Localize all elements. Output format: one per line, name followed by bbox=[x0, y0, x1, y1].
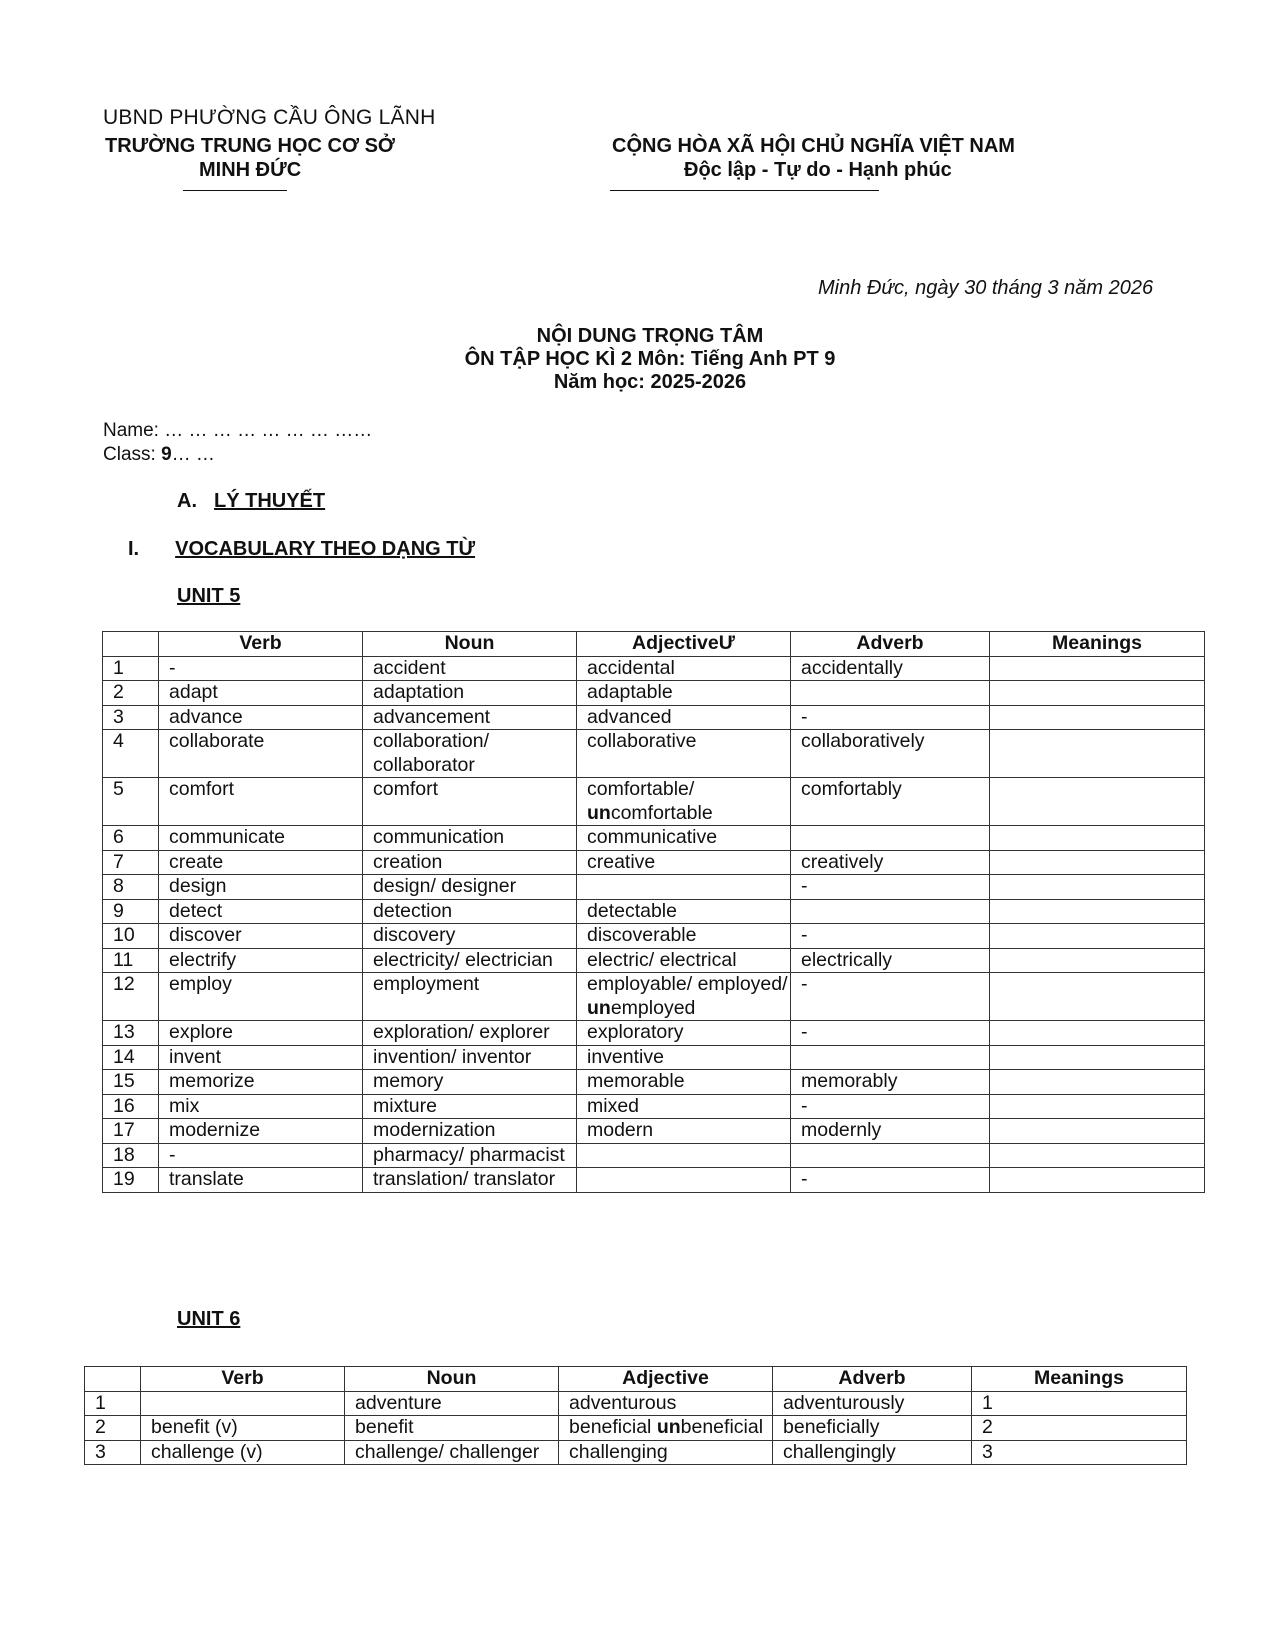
table-row bbox=[103, 730, 1205, 778]
cell-adjective: adventurous bbox=[559, 1391, 773, 1416]
table-row bbox=[103, 826, 1205, 851]
authority-name: UBND PHƯỜNG CẦU ÔNG LÃNH bbox=[103, 106, 436, 129]
doc-title-line3: Năm học: 2025-2026 bbox=[553, 371, 747, 393]
section-i-heading bbox=[128, 538, 475, 561]
doc-title-line2: ÔN TẬP HỌC KÌ 2 Môn: Tiếng Anh PT 9 bbox=[464, 348, 836, 370]
unit5-title: UNIT 5 bbox=[177, 585, 241, 607]
column-header-verb: Verb bbox=[159, 632, 363, 657]
cell-adjective: inventive bbox=[577, 1045, 791, 1070]
cell-noun: communication bbox=[363, 826, 577, 851]
cell-meaning bbox=[990, 1045, 1205, 1070]
cell-noun: creation bbox=[363, 850, 577, 875]
cell-noun: comfort bbox=[363, 778, 577, 826]
motto-underline bbox=[610, 190, 879, 191]
cell-verb: translate bbox=[159, 1168, 363, 1193]
table-row bbox=[103, 1021, 1205, 1046]
cell-adjective: discoverable bbox=[577, 924, 791, 949]
column-header-adjective: AdjectiveƯ bbox=[577, 632, 791, 657]
table-row bbox=[103, 1045, 1205, 1070]
cell-noun: detection bbox=[363, 899, 577, 924]
cell-verb: electrify bbox=[159, 948, 363, 973]
cell-adjective: electric/ electrical bbox=[577, 948, 791, 973]
cell-adverb: - bbox=[791, 1021, 990, 1046]
cell-noun: advancement bbox=[363, 705, 577, 730]
cell-verb: benefit (v) bbox=[141, 1416, 345, 1441]
column-header-adverb: Adverb bbox=[773, 1367, 972, 1392]
cell-adjective: detectable bbox=[577, 899, 791, 924]
cell-noun: challenge/ challenger bbox=[345, 1440, 559, 1465]
table-row bbox=[103, 1094, 1205, 1119]
cell-verb: advance bbox=[159, 705, 363, 730]
cell-adverb bbox=[791, 1045, 990, 1070]
column-header-noun: Noun bbox=[345, 1367, 559, 1392]
cell-adverb bbox=[791, 1143, 990, 1168]
table-row bbox=[103, 1143, 1205, 1168]
cell-meaning: 1 bbox=[972, 1391, 1187, 1416]
date-line: Minh Đức, ngày 30 tháng 3 năm 2026 bbox=[818, 277, 1154, 299]
cell-adverb bbox=[791, 681, 990, 706]
cell-verb: invent bbox=[159, 1045, 363, 1070]
cell-meaning bbox=[990, 948, 1205, 973]
unit5-table bbox=[102, 631, 1205, 1193]
column-header-meaning: Meanings bbox=[990, 632, 1205, 657]
cell-num: 4 bbox=[103, 730, 159, 778]
cell-verb: memorize bbox=[159, 1070, 363, 1095]
unit6-table bbox=[84, 1366, 1187, 1465]
cell-adjective: advanced bbox=[577, 705, 791, 730]
cell-noun: pharmacy/ pharmacist bbox=[363, 1143, 577, 1168]
cell-adverb: accidentally bbox=[791, 656, 990, 681]
cell-num: 5 bbox=[103, 778, 159, 826]
table-row bbox=[103, 1119, 1205, 1144]
cell-adjective: accidental bbox=[577, 656, 791, 681]
cell-meaning bbox=[990, 850, 1205, 875]
table-row bbox=[103, 681, 1205, 706]
column-header-meaning: Meanings bbox=[972, 1367, 1187, 1392]
column-header-adjective: Adjective bbox=[559, 1367, 773, 1392]
cell-adverb: - bbox=[791, 875, 990, 900]
cell-adjective: memorable bbox=[577, 1070, 791, 1095]
cell-num: 11 bbox=[103, 948, 159, 973]
cell-meaning bbox=[990, 1094, 1205, 1119]
cell-meaning bbox=[990, 1168, 1205, 1193]
cell-meaning bbox=[990, 681, 1205, 706]
column-header-verb: Verb bbox=[141, 1367, 345, 1392]
cell-adverb: beneficially bbox=[773, 1416, 972, 1441]
cell-verb: communicate bbox=[159, 826, 363, 851]
cell-noun: translation/ translator bbox=[363, 1168, 577, 1193]
cell-num: 3 bbox=[103, 705, 159, 730]
table-row bbox=[103, 850, 1205, 875]
table-row bbox=[85, 1391, 1187, 1416]
column-header-adverb: Adverb bbox=[791, 632, 990, 657]
cell-adjective: exploratory bbox=[577, 1021, 791, 1046]
school-name-line2: MINH ĐỨC bbox=[199, 159, 302, 181]
cell-adverb: creatively bbox=[791, 850, 990, 875]
cell-noun: benefit bbox=[345, 1416, 559, 1441]
table-row bbox=[103, 1070, 1205, 1095]
cell-verb: discover bbox=[159, 924, 363, 949]
unit6-title: UNIT 6 bbox=[177, 1308, 241, 1330]
cell-num: 1 bbox=[103, 656, 159, 681]
cell-num: 7 bbox=[103, 850, 159, 875]
cell-noun: design/ designer bbox=[363, 875, 577, 900]
cell-meaning bbox=[990, 826, 1205, 851]
cell-adverb: challengingly bbox=[773, 1440, 972, 1465]
cell-meaning bbox=[990, 924, 1205, 949]
table-row bbox=[103, 1168, 1205, 1193]
cell-meaning bbox=[990, 656, 1205, 681]
nation-motto: Độc lập - Tự do - Hạnh phúc bbox=[684, 159, 952, 181]
cell-noun: adaptation bbox=[363, 681, 577, 706]
name-label: Name: bbox=[103, 420, 165, 441]
cell-verb: collaborate bbox=[159, 730, 363, 778]
section-i-marker: I. bbox=[128, 538, 140, 560]
cell-verb: design bbox=[159, 875, 363, 900]
cell-verb: - bbox=[159, 656, 363, 681]
cell-noun: electricity/ electrician bbox=[363, 948, 577, 973]
section-a-title: LÝ THUYẾT bbox=[214, 490, 326, 512]
nation-title: CỘNG HÒA XÃ HỘI CHỦ NGHĨA VIỆT NAM bbox=[612, 135, 1015, 157]
cell-num: 9 bbox=[103, 899, 159, 924]
cell-verb: adapt bbox=[159, 681, 363, 706]
cell-meaning: 3 bbox=[972, 1440, 1187, 1465]
cell-adverb: electrically bbox=[791, 948, 990, 973]
cell-verb: challenge (v) bbox=[141, 1440, 345, 1465]
cell-adjective: challenging bbox=[559, 1440, 773, 1465]
column-header-num bbox=[85, 1367, 141, 1392]
cell-num: 12 bbox=[103, 973, 159, 1021]
table-row bbox=[103, 778, 1205, 826]
class-field bbox=[103, 444, 215, 466]
cell-adverb: collaboratively bbox=[791, 730, 990, 778]
cell-num: 19 bbox=[103, 1168, 159, 1193]
cell-adverb: modernly bbox=[791, 1119, 990, 1144]
cell-noun: adventure bbox=[345, 1391, 559, 1416]
column-header-noun: Noun bbox=[363, 632, 577, 657]
cell-adjective: communicative bbox=[577, 826, 791, 851]
cell-meaning bbox=[990, 973, 1205, 1021]
cell-noun: discovery bbox=[363, 924, 577, 949]
cell-meaning bbox=[990, 899, 1205, 924]
cell-meaning bbox=[990, 1021, 1205, 1046]
name-field bbox=[103, 420, 372, 442]
cell-adjective: mixed bbox=[577, 1094, 791, 1119]
class-dots: … … bbox=[171, 444, 215, 465]
cell-adverb: comfortably bbox=[791, 778, 990, 826]
cell-adjective bbox=[577, 1143, 791, 1168]
cell-adverb: - bbox=[791, 973, 990, 1021]
section-a-heading bbox=[177, 490, 325, 513]
cell-adjective bbox=[577, 1168, 791, 1193]
school-underline bbox=[183, 190, 287, 191]
cell-num: 10 bbox=[103, 924, 159, 949]
cell-adjective: collaborative bbox=[577, 730, 791, 778]
cell-num: 2 bbox=[103, 681, 159, 706]
cell-adjective: creative bbox=[577, 850, 791, 875]
cell-noun: mixture bbox=[363, 1094, 577, 1119]
table-header-row bbox=[85, 1367, 1187, 1392]
cell-noun: invention/ inventor bbox=[363, 1045, 577, 1070]
cell-adjective: employable/ employed/ unemployed bbox=[577, 973, 791, 1021]
cell-verb: create bbox=[159, 850, 363, 875]
cell-adverb: - bbox=[791, 924, 990, 949]
table-row bbox=[103, 875, 1205, 900]
cell-num: 16 bbox=[103, 1094, 159, 1119]
cell-meaning: 2 bbox=[972, 1416, 1187, 1441]
cell-meaning bbox=[990, 705, 1205, 730]
cell-noun: exploration/ explorer bbox=[363, 1021, 577, 1046]
cell-noun: accident bbox=[363, 656, 577, 681]
cell-num: 15 bbox=[103, 1070, 159, 1095]
cell-meaning bbox=[990, 1119, 1205, 1144]
cell-num: 14 bbox=[103, 1045, 159, 1070]
class-label: Class: bbox=[103, 444, 162, 465]
cell-adverb: - bbox=[791, 1094, 990, 1119]
cell-verb: modernize bbox=[159, 1119, 363, 1144]
cell-adverb: adventurously bbox=[773, 1391, 972, 1416]
cell-adjective: comfortable/ uncomfortable bbox=[577, 778, 791, 826]
cell-verb: detect bbox=[159, 899, 363, 924]
cell-meaning bbox=[990, 730, 1205, 778]
cell-verb: comfort bbox=[159, 778, 363, 826]
cell-adverb bbox=[791, 826, 990, 851]
cell-verb: employ bbox=[159, 973, 363, 1021]
table-row bbox=[85, 1440, 1187, 1465]
table-row bbox=[85, 1416, 1187, 1441]
cell-verb: explore bbox=[159, 1021, 363, 1046]
cell-noun: collaboration/ collaborator bbox=[363, 730, 577, 778]
table-row bbox=[103, 973, 1205, 1021]
table-row bbox=[103, 705, 1205, 730]
section-a-marker: A. bbox=[177, 490, 197, 512]
cell-adjective: modern bbox=[577, 1119, 791, 1144]
cell-num: 17 bbox=[103, 1119, 159, 1144]
table-row bbox=[103, 924, 1205, 949]
cell-noun: employment bbox=[363, 973, 577, 1021]
cell-meaning bbox=[990, 875, 1205, 900]
cell-num: 3 bbox=[85, 1440, 141, 1465]
cell-adjective bbox=[577, 875, 791, 900]
class-value: 9 bbox=[161, 444, 172, 465]
column-header-num bbox=[103, 632, 159, 657]
cell-meaning bbox=[990, 1143, 1205, 1168]
cell-num: 13 bbox=[103, 1021, 159, 1046]
table-row bbox=[103, 899, 1205, 924]
doc-title-line1: NỘI DUNG TRỌNG TÂM bbox=[536, 325, 764, 347]
cell-num: 8 bbox=[103, 875, 159, 900]
cell-noun: modernization bbox=[363, 1119, 577, 1144]
cell-num: 2 bbox=[85, 1416, 141, 1441]
cell-num: 18 bbox=[103, 1143, 159, 1168]
cell-adverb: - bbox=[791, 1168, 990, 1193]
cell-verb: - bbox=[159, 1143, 363, 1168]
cell-adverb bbox=[791, 899, 990, 924]
cell-adverb: - bbox=[791, 705, 990, 730]
cell-verb bbox=[141, 1391, 345, 1416]
cell-meaning bbox=[990, 1070, 1205, 1095]
cell-noun: memory bbox=[363, 1070, 577, 1095]
table-header-row bbox=[103, 632, 1205, 657]
school-name-line1: TRƯỜNG TRUNG HỌC CƠ SỞ bbox=[105, 135, 395, 157]
cell-adjective: adaptable bbox=[577, 681, 791, 706]
section-i-title: VOCABULARY THEO DẠNG TỪ bbox=[175, 538, 476, 560]
cell-verb: mix bbox=[159, 1094, 363, 1119]
cell-adverb: memorably bbox=[791, 1070, 990, 1095]
cell-meaning bbox=[990, 778, 1205, 826]
cell-num: 1 bbox=[85, 1391, 141, 1416]
table-row bbox=[103, 656, 1205, 681]
name-dots: … … … … … … … …… bbox=[164, 420, 373, 441]
cell-num: 6 bbox=[103, 826, 159, 851]
table-row bbox=[103, 948, 1205, 973]
cell-adjective: beneficial unbeneficial bbox=[559, 1416, 773, 1441]
